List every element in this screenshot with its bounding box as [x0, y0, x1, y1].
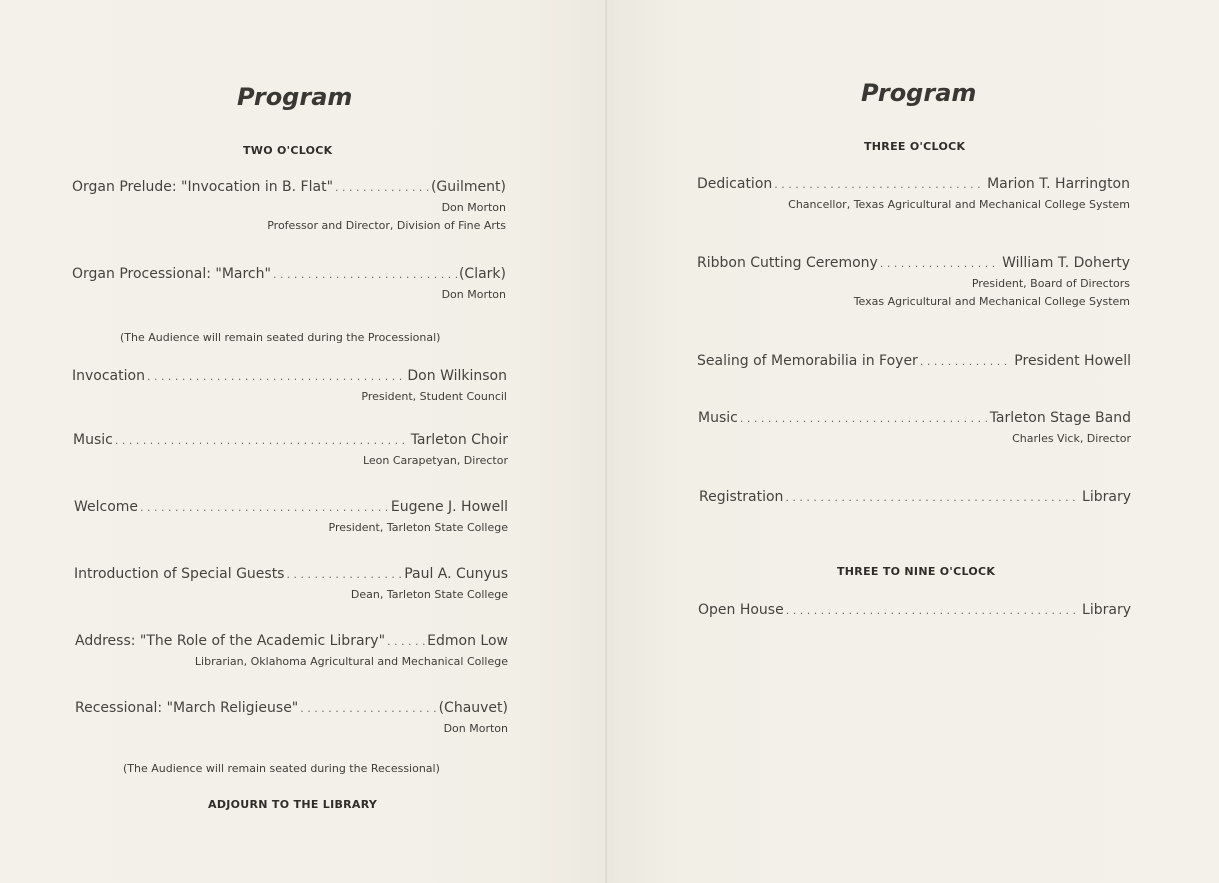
entry-subtitle: President, Board of Directors [971, 277, 1130, 290]
entry-subtitle: Chancellor, Texas Agricultural and Mechanical College System [788, 198, 1130, 211]
entry-performer: Tarleton Choir [410, 432, 508, 448]
program-entry-dedication [697, 176, 1130, 211]
program-entry-organ-prelude [72, 179, 506, 232]
entry-performer: Eugene J. Howell [390, 499, 508, 515]
entry-subtitle: Dean, Tarleton State College [350, 588, 508, 601]
dot-leader [785, 491, 1080, 504]
program-entry-ribbon-cutting [697, 255, 1130, 308]
dot-leader [920, 355, 1012, 368]
entry-label: Introduction of Special Guests [74, 566, 285, 582]
entry-subtitle: President, Tarleton State College [328, 521, 508, 534]
program-entry-sealing [697, 353, 1131, 369]
entry-label: Organ Prelude: "Invocation in B. Flat" [72, 179, 334, 195]
dot-leader [387, 635, 425, 648]
entry-subtitle: President, Student Council [361, 390, 507, 403]
entry-subtitle: Leon Carapetyan, Director [362, 454, 508, 467]
dot-leader [880, 257, 1000, 270]
entry-label: Ribbon Cutting Ceremony [697, 255, 878, 271]
dot-leader [147, 370, 405, 383]
right-page-title: Program [861, 79, 977, 107]
program-entry-music [73, 432, 508, 467]
dot-leader [286, 568, 402, 581]
entry-subtitle: Don Morton [441, 201, 506, 214]
program-entry-introduction [74, 566, 508, 601]
entry-performer: William T. Doherty [1002, 255, 1130, 271]
program-entry-welcome [74, 499, 508, 534]
entry-label: Welcome [74, 499, 139, 515]
adjourn-heading: ADJOURN TO THE LIBRARY [208, 798, 378, 811]
entry-subtitle: Charles Vick, Director [1012, 432, 1131, 445]
entry-performer: (Guilment) [430, 179, 506, 195]
recessional-note: (The Audience will remain seated during the Recessional) [123, 762, 440, 775]
entry-performer: Marion T. Harrington [987, 176, 1130, 192]
entry-performer: Library [1082, 489, 1131, 505]
program-entry-open-house [698, 602, 1131, 618]
dot-leader [273, 268, 457, 281]
program-entry-invocation [72, 368, 507, 403]
entry-label: Address: "The Role of the Academic Library" [75, 633, 386, 649]
entry-subtitle: Librarian, Oklahoma Agricultural and Mechanical College [194, 655, 508, 668]
dot-leader [140, 501, 389, 514]
entry-label: Organ Processional: "March" [72, 266, 271, 282]
left-section-heading: TWO O'CLOCK [243, 144, 333, 157]
entry-label: Dedication [697, 176, 773, 192]
entry-performer: Edmon Low [427, 633, 508, 649]
program-entry-address [75, 633, 508, 668]
entry-subtitle: Don Morton [443, 722, 508, 735]
entry-performer: (Chauvet) [438, 700, 508, 716]
program-entry-registration [699, 489, 1131, 505]
entry-subtitle: Professor and Director, Division of Fine Arts [267, 219, 506, 232]
entry-label: Sealing of Memorabilia in Foyer [697, 353, 918, 369]
entry-subtitle: Texas Agricultural and Mechanical College System [853, 295, 1130, 308]
entry-performer: Don Wilkinson [407, 368, 507, 384]
entry-performer: (Clark) [458, 266, 506, 282]
program-entry-recessional [75, 700, 508, 735]
entry-label: Invocation [72, 368, 145, 384]
left-page [0, 0, 606, 883]
dot-leader [740, 412, 988, 425]
entry-label: Recessional: "March Religieuse" [75, 700, 299, 716]
right-page [607, 0, 1219, 883]
program-entry-music-band [698, 410, 1131, 445]
right-section-heading: THREE O'CLOCK [864, 140, 966, 153]
entry-performer: Paul A. Cunyus [404, 566, 508, 582]
left-page-title: Program [237, 83, 353, 111]
program-entry-organ-processional [72, 266, 506, 301]
entry-performer: Tarleton Stage Band [989, 410, 1131, 426]
entry-label: Music [73, 432, 113, 448]
dot-leader [115, 434, 409, 447]
entry-subtitle: Don Morton [441, 288, 506, 301]
dot-leader [300, 702, 436, 715]
dot-leader [335, 181, 429, 194]
dot-leader [774, 178, 985, 191]
entry-label: Music [698, 410, 738, 426]
entry-performer: Library [1082, 602, 1131, 618]
entry-label: Open House [698, 602, 784, 618]
processional-note: (The Audience will remain seated during the Processional) [120, 331, 441, 344]
entry-label: Registration [699, 489, 784, 505]
right-section2-heading: THREE TO NINE O'CLOCK [837, 565, 996, 578]
dot-leader [786, 604, 1080, 617]
entry-performer: President Howell [1014, 353, 1131, 369]
